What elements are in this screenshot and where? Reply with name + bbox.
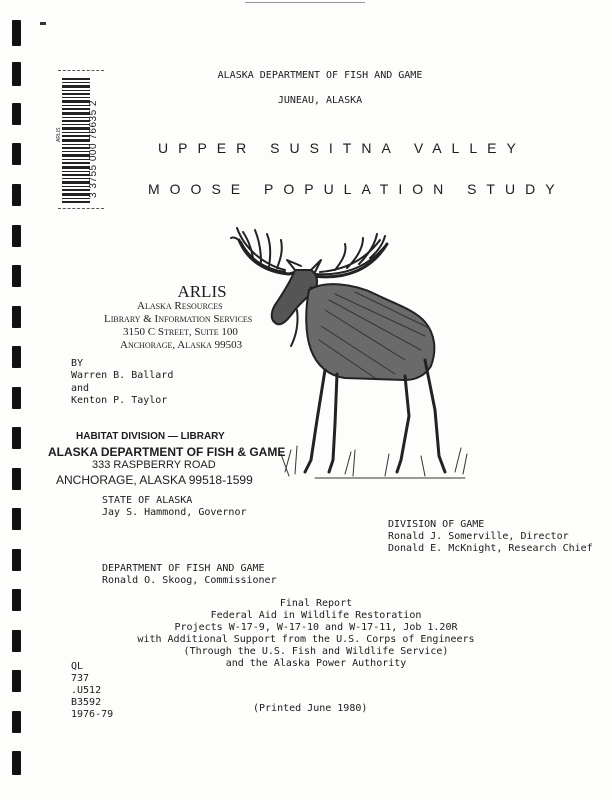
arlis-line-3: 3150 C Street, Suite 100 [123, 326, 238, 338]
punch-hole [12, 184, 21, 206]
punch-hole [12, 143, 21, 165]
printed-date: (Printed June 1980) [253, 703, 368, 714]
punch-hole [12, 549, 21, 571]
call-number-line: 1976-79 [71, 709, 114, 720]
punch-hole [12, 751, 21, 775]
author-2: Kenton P. Taylor [71, 395, 168, 406]
arlis-line-2: Library & Information Services [104, 313, 253, 325]
and-label: and [71, 383, 90, 394]
punch-hole [12, 306, 21, 328]
habitat-line-3: 333 RASPBERRY ROAD [92, 459, 216, 471]
habitat-line-4: ANCHORAGE, ALASKA 99518-1599 [56, 473, 253, 487]
punch-hole [12, 387, 21, 409]
report-line-4: with Additional Support from the U.S. Corps of Engineers [137, 634, 475, 645]
report-line-3: Projects W-17-9, W-17-10 and W-17-11, Job 1.20R [174, 622, 458, 633]
barcode [58, 70, 104, 210]
agency-name: ALASKA DEPARTMENT OF FISH AND GAME [217, 70, 423, 81]
agency-city: JUNEAU, ALASKA [277, 95, 363, 106]
state-governor: Jay S. Hammond, Governor [102, 507, 247, 518]
scan-line [245, 2, 365, 3]
call-number-line: 737 [71, 673, 90, 684]
punch-hole [12, 103, 21, 125]
by-label: BY [71, 358, 84, 369]
barcode-tag: ARLIS [56, 127, 62, 142]
arlis-line-4: Anchorage, Alaska 99503 [120, 339, 243, 351]
title-line-1: UPPER SUSITNA VALLEY [158, 140, 526, 156]
punch-hole [12, 711, 21, 733]
department-commissioner: Ronald O. Skoog, Commissioner [102, 575, 277, 586]
habitat-line-1: HABITAT DIVISION — LIBRARY [76, 431, 225, 442]
report-line-2: Federal Aid in Wildlife Restoration [210, 610, 422, 621]
punch-hole [12, 508, 21, 530]
author-1: Warren B. Ballard [71, 370, 174, 381]
title-line-2: MOOSE POPULATION STUDY [148, 181, 565, 197]
punch-hole [12, 62, 21, 86]
state-name: STATE OF ALASKA [102, 495, 193, 506]
punch-hole [12, 589, 21, 611]
arlis-line-1: Alaska Resources [137, 300, 223, 312]
division-director: Ronald J. Somerville, Director [388, 531, 569, 542]
punch-hole [12, 20, 21, 46]
barcode-number: 3 3755 000 76635 2 [88, 100, 99, 198]
punch-hole [12, 670, 21, 692]
division-research-chief: Donald E. McKnight, Research Chief [388, 543, 593, 554]
call-number-line: B3592 [71, 697, 102, 708]
scan-speck [40, 22, 46, 25]
report-line-6: and the Alaska Power Authority [225, 658, 407, 669]
punch-hole [12, 468, 21, 490]
punch-hole [12, 427, 21, 449]
arlis-name: ARLIS [177, 282, 227, 301]
call-number-line: .U512 [71, 685, 102, 696]
punch-hole [12, 630, 21, 652]
punch-hole [12, 346, 21, 368]
punch-hole [12, 265, 21, 287]
division-name: DIVISION OF GAME [388, 519, 485, 530]
report-line-5: (Through the U.S. Fish and Wildlife Service) [183, 646, 449, 657]
punch-hole [12, 225, 21, 247]
call-number-line: QL [71, 661, 84, 672]
department-name: DEPARTMENT OF FISH AND GAME [102, 563, 265, 574]
moose-illustration [225, 210, 475, 510]
habitat-line-2: ALASKA DEPARTMENT OF FISH & GAME [48, 445, 286, 459]
report-line-1: Final Report [279, 598, 353, 609]
barcode-bars [62, 76, 90, 204]
